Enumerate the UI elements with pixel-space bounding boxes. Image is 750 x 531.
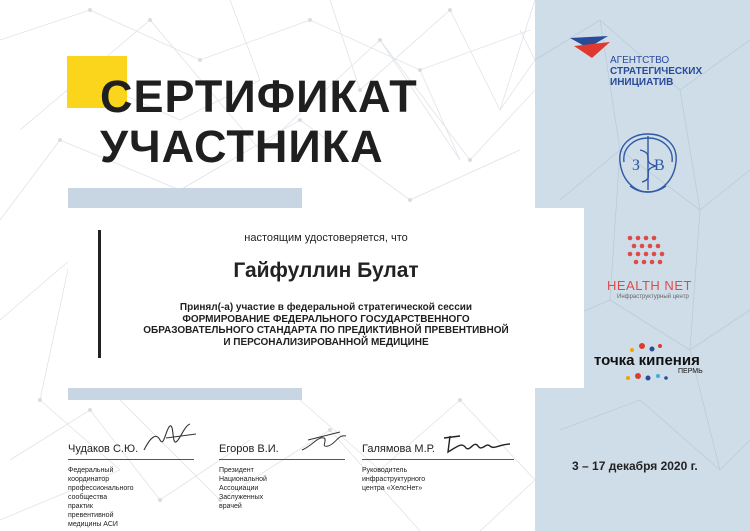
title-line-1: СЕРТИФИКАТ: [100, 71, 418, 122]
event-date: 3 – 17 декабря 2020 г.: [572, 459, 698, 473]
recipient-name: Гайфуллин Булат: [233, 259, 419, 282]
tochka-name: точка кипения: [594, 352, 700, 369]
certificate-title: [100, 72, 418, 172]
asi-emblem-icon: [568, 34, 612, 60]
signatory-name: Галямова М.Р.: [362, 443, 435, 455]
role-line: Президент Национальной: [219, 467, 267, 483]
signature-line: [219, 459, 345, 460]
asi-word: АГЕНТСТВО: [610, 55, 670, 66]
emblem-letter: В: [654, 157, 665, 174]
healthnet-subtitle: Инфраструктурный центр: [617, 294, 689, 300]
description-line: Принял(-а) участие в федеральной стратегической сессии: [179, 302, 473, 313]
participation-description: [68, 302, 584, 348]
asi-word: ИНИЦИАТИВ: [610, 77, 674, 88]
signatory-name: Чудаков С.Ю.: [68, 443, 139, 455]
role-line: практик превентивной медицины АСИ: [68, 503, 118, 528]
signatory-name: Егоров В.И.: [219, 443, 279, 455]
healthnet-dna-icon: [624, 234, 670, 270]
signatory-role: [68, 466, 134, 529]
emblem-letter: З: [632, 157, 641, 174]
asi-word: СТРАТЕГИЧЕСКИХ: [610, 66, 703, 77]
association-emblem-icon: [610, 128, 686, 198]
handwritten-signature: [140, 420, 200, 456]
description-line: ФОРМИРОВАНИЕ ФЕДЕРАЛЬНОГО ГОСУДАРСТВЕННОГО: [182, 313, 470, 325]
role-line: профессионального сообщества: [68, 485, 134, 501]
signature-line: [362, 459, 514, 460]
role-line: центра «ХелсНет»: [362, 485, 423, 492]
role-line: Ассоциации Заслуженных врачей: [219, 485, 264, 510]
certify-text: настоящим удостоверяется, что: [244, 232, 408, 244]
asi-wordmark: [610, 55, 702, 88]
description-line: ОБРАЗОВАТЕЛЬНОГО СТАНДАРТА ПО ПРЕДИКТИВНОЙ ПРЕВЕНТИВНОЙ: [143, 325, 509, 336]
role-line: Федеральный координатор: [68, 467, 114, 483]
signatory-role: [362, 466, 425, 493]
title-line-2: УЧАСТНИКА: [100, 121, 384, 172]
healthnet-name: HEALTH NET: [607, 278, 692, 293]
description-line: И ПЕРСОНАЛИЗИРОВАННОЙ МЕДИЦИНЕ: [223, 336, 429, 348]
role-line: Руководитель инфраструктурного: [362, 467, 426, 483]
tochka-city: ПЕРМЬ: [678, 368, 703, 375]
signature-line: [68, 459, 194, 460]
handwritten-signature: [440, 432, 514, 456]
signatory-role: [219, 466, 267, 511]
handwritten-signature: [298, 426, 350, 456]
